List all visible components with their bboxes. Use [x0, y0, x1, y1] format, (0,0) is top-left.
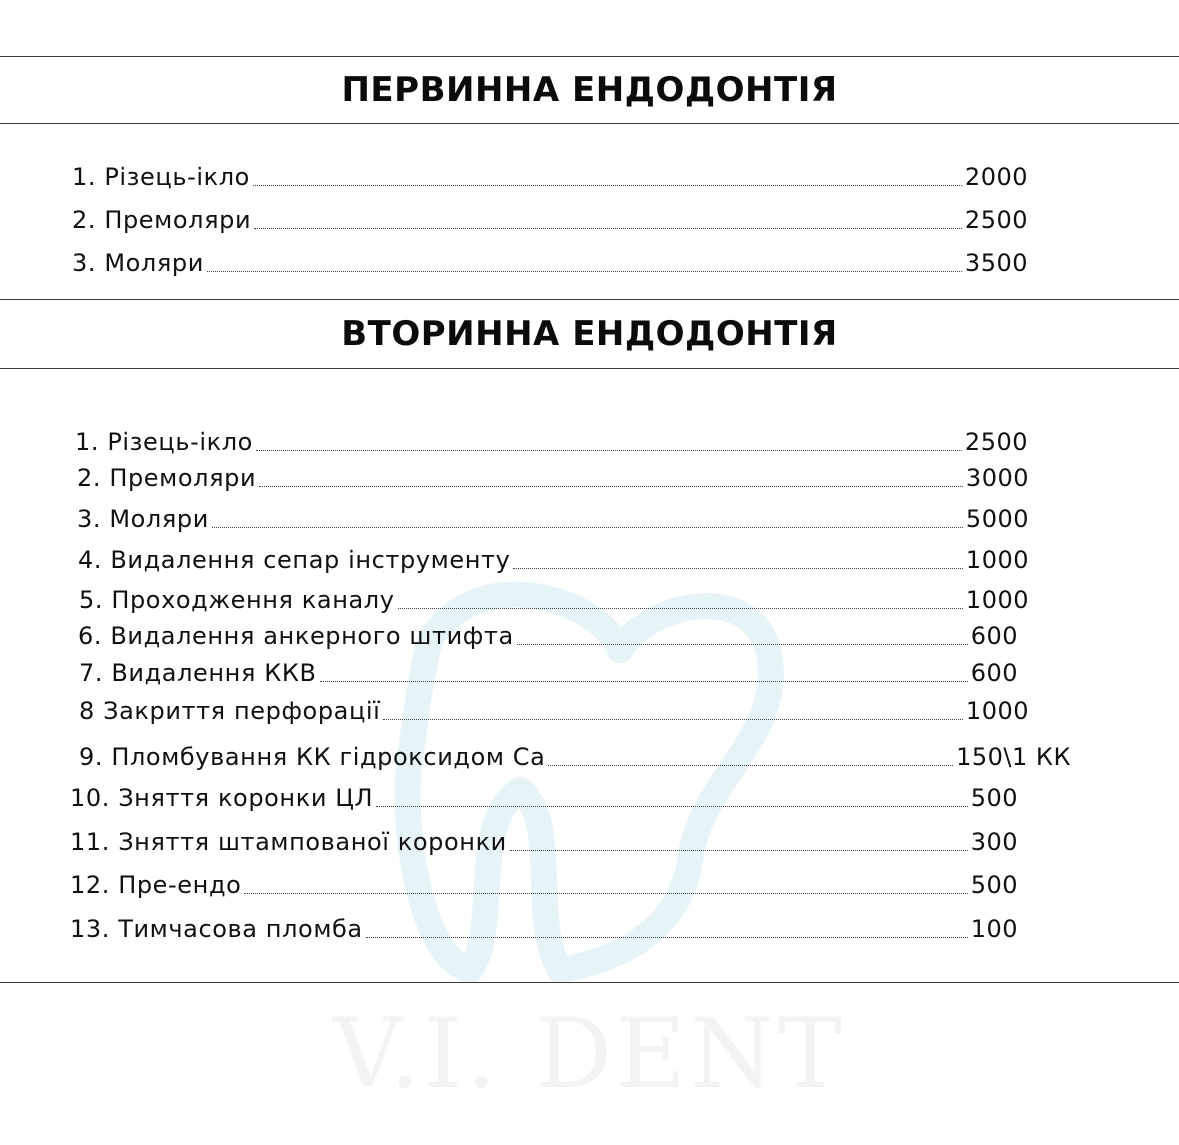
list-item — [70, 866, 1018, 900]
dot-leader — [244, 892, 967, 894]
dot-leader — [513, 567, 963, 569]
list-item — [79, 738, 1071, 772]
item-price: 1000 — [965, 586, 1029, 614]
list-item — [78, 617, 1018, 651]
item-label: 1. Різець-ікло — [72, 163, 250, 191]
list-item — [72, 244, 1028, 278]
dot-leader — [254, 227, 962, 229]
item-label: 2. Премоляри — [77, 464, 257, 492]
secondary-section-title: ВТОРИННА ЕНДОДОНТІЯ — [341, 314, 838, 354]
item-label: 8 Закриття перфорації — [79, 697, 381, 725]
item-label: 3. Моляри — [72, 249, 204, 277]
dot-leader — [383, 718, 962, 720]
list-item — [79, 581, 1029, 615]
item-label: 12. Пре-ендо — [70, 871, 242, 899]
item-label: 6. Видалення анкерного штифта — [78, 622, 514, 650]
watermark-brand-text: V.I. DENT — [332, 998, 847, 1110]
item-price: 2000 — [964, 163, 1028, 191]
list-item — [75, 423, 1028, 457]
item-label: 7. Видалення ККВ — [79, 659, 317, 687]
item-price: 600 — [970, 659, 1018, 687]
dot-leader — [212, 526, 963, 528]
item-price: 2500 — [964, 428, 1028, 456]
divider — [0, 368, 1179, 369]
divider — [0, 982, 1179, 983]
item-price: 500 — [970, 784, 1018, 812]
list-item — [78, 541, 1029, 575]
item-price: 3500 — [964, 249, 1028, 277]
item-price: 300 — [970, 828, 1018, 856]
divider — [0, 299, 1179, 300]
divider — [0, 56, 1179, 57]
item-label: 2. Премоляри — [72, 206, 252, 234]
dot-leader — [207, 270, 962, 272]
dot-leader — [366, 936, 968, 938]
list-item — [79, 654, 1018, 688]
item-label: 11. Зняття штампованої коронки — [70, 828, 507, 856]
item-price: 5000 — [965, 505, 1029, 533]
item-price: 2500 — [964, 206, 1028, 234]
dot-leader — [376, 805, 968, 807]
dot-leader — [398, 607, 963, 609]
list-item — [77, 459, 1029, 493]
list-item — [70, 910, 1018, 944]
list-item — [72, 201, 1028, 235]
item-price: 500 — [970, 871, 1018, 899]
item-price: 1000 — [965, 546, 1029, 574]
item-price: 600 — [970, 622, 1018, 650]
list-item — [72, 158, 1028, 192]
dot-leader — [320, 680, 968, 682]
list-item — [70, 779, 1018, 813]
item-label: 3. Моляри — [77, 505, 209, 533]
dot-leader — [510, 849, 968, 851]
item-price: 1000 — [965, 697, 1029, 725]
item-label: 13. Тимчасова пломба — [70, 915, 363, 943]
item-label: 9. Пломбування КК гідроксидом Са — [79, 743, 546, 771]
item-label: 1. Різець-ікло — [75, 428, 253, 456]
list-item — [77, 500, 1029, 534]
list-item — [70, 823, 1018, 857]
divider — [0, 123, 1179, 124]
dot-leader — [259, 485, 963, 487]
dot-leader — [548, 764, 953, 766]
primary-section-title: ПЕРВИННА ЕНДОДОНТІЯ — [341, 70, 838, 110]
list-item — [79, 692, 1029, 726]
dot-leader — [517, 643, 968, 645]
item-label: 5. Проходження каналу — [79, 586, 395, 614]
dot-leader — [256, 449, 962, 451]
item-price: 3000 — [965, 464, 1029, 492]
item-label: 10. Зняття коронки ЦЛ — [70, 784, 374, 812]
dot-leader — [253, 184, 962, 186]
item-price: 100 — [970, 915, 1018, 943]
item-price: 150\1 КК — [956, 743, 1071, 771]
item-label: 4. Видалення сепар інструменту — [78, 546, 511, 574]
